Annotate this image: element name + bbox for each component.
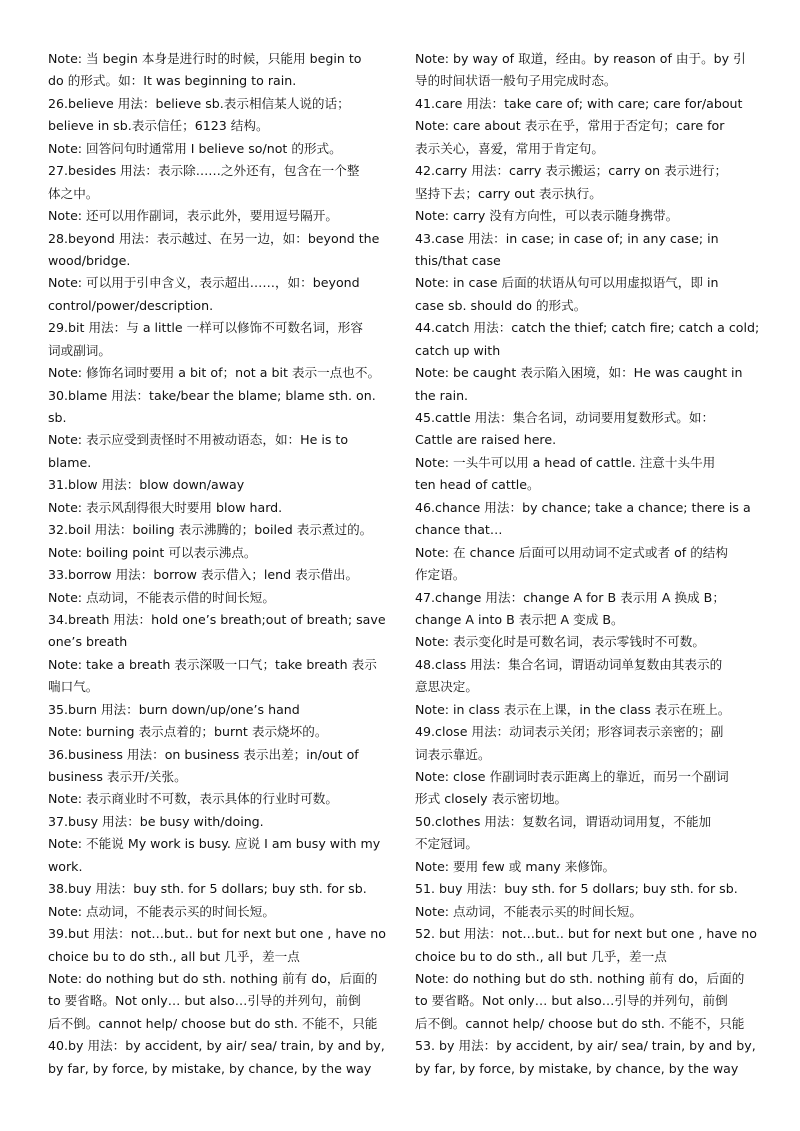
text-line: Note: care about 表示在乎，常用于否定句；care for — [415, 118, 725, 134]
text-line: Note: burning 表示点着的；burnt 表示烧坏的。 — [48, 724, 328, 740]
text-line: to 要省略。Not only… but also…引导的并列句，前倒 — [415, 993, 728, 1009]
text-line: to 要省略。Not only… but also…引导的并列句，前倒 — [48, 993, 361, 1009]
text-line: do 的形式。如：It was beginning to rain. — [48, 73, 297, 89]
text-line: 46.chance 用法：by chance; take a chance; there is a — [415, 499, 751, 515]
text-line: 29.bit 用法：与 a little 一样可以修饰不可数名词，形容 — [48, 320, 363, 336]
text-line: control/power/description. — [48, 297, 214, 313]
text-line: Note: close 作副词时表示距离上的靠近，而另一个副词 — [415, 769, 729, 784]
text-line: 26.believe 用法：believe sb.表示相信某人说的话； — [48, 95, 350, 111]
text-line: by far, by force, by mistake, by chance, by the way — [48, 1060, 372, 1076]
text-line: 34.breath 用法：hold one’s breath;out of breath; save — [48, 611, 386, 627]
text-line: Note: in class 表示在上课，in the class 表示在班上。 — [415, 701, 731, 717]
text-line: Cattle are raised here. — [415, 432, 557, 448]
text-line: 43.case 用法：in case; in case of; in any case; in — [415, 230, 719, 246]
text-line: 30.blame 用法：take/bear the blame; blame sth. on. — [48, 387, 376, 403]
text-line: 45.cattle 用法：集合名词，动词要用复数形式。如： — [415, 410, 715, 425]
text-line: case sb. should do 的形式。 — [415, 297, 587, 313]
text-line: Note: 表示变化时是可数名词，表示零钱时不可数。 — [415, 634, 705, 650]
text-line: Note: 在 chance 后面可以用动词不定式或者 of 的结构 — [415, 544, 728, 560]
text-line: 35.burn 用法：burn down/up/one’s hand — [48, 701, 300, 717]
text-line: 后不倒。cannot help/ choose but do sth. 不能不，只能 — [48, 1015, 378, 1031]
text-line: Note: carry 没有方向性，可以表示随身携带。 — [415, 208, 679, 224]
text-line: chance that… — [415, 522, 503, 538]
text-line: catch up with — [415, 342, 501, 358]
left-column — [48, 48, 394, 1080]
text-line: 32.boil 用法：boiling 表示沸腾的；boiled 表示煮过的。 — [48, 522, 373, 538]
text-line: Note: in case 后面的状语从句可以用虚拟语气，即 in — [415, 275, 719, 291]
text-line: believe in sb.表示信任；6123 结构。 — [48, 118, 269, 134]
text-line: 词或副词。 — [48, 342, 111, 358]
text-line: business 表示开/关张。 — [48, 769, 187, 784]
text-line: 44.catch 用法：catch the thief; catch fire; catch a cold; — [415, 320, 760, 336]
text-line: 不定冠词。 — [415, 836, 478, 852]
text-line: 36.business 用法：on business 表示出差；in/out of — [48, 746, 359, 762]
text-line: Note: do nothing but do sth. nothing 前有 do，后面的 — [415, 970, 745, 986]
text-line: this/that case — [415, 252, 501, 268]
text-line: 体之中。 — [48, 185, 99, 201]
text-line: Note: 还可以用作副词，表示此外，要用逗号隔开。 — [48, 208, 338, 224]
text-line: 50.clothes 用法：复数名词，谓语动词用复，不能加 — [415, 813, 712, 829]
text-line: 41.care 用法：take care of; with care; care for/about — [415, 95, 743, 111]
text-line: Note: 表示应受到责怪时不用被动语态，如：He is to — [48, 432, 349, 448]
text-line: 51. buy 用法：buy sth. for 5 dollars; buy sth. for sb. — [415, 881, 738, 897]
text-line: work. — [48, 858, 83, 874]
text-line: Note: 点动词，不能表示借的时间长短。 — [48, 589, 275, 605]
text-line: wood/bridge. — [48, 252, 131, 268]
text-line: 49.close 用法：动词表示关闭；形容词表示亲密的；副 — [415, 724, 724, 740]
text-line: Note: do nothing but do sth. nothing 前有 do，后面的 — [48, 970, 378, 986]
text-line: 27.besides 用法：表示除……之外还有，包含在一个整 — [48, 163, 360, 179]
text-line: blame. — [48, 454, 92, 470]
text-line: 31.blow 用法：blow down/away — [48, 477, 245, 493]
text-line: 喘口气。 — [48, 679, 99, 695]
text-line: 42.carry 用法：carry 表示搬运；carry on 表示进行； — [415, 163, 728, 179]
text-line: 53. by 用法：by accident, by air/ sea/ train, by and by, — [415, 1038, 756, 1054]
text-line: by far, by force, by mistake, by chance, by the way — [415, 1060, 739, 1076]
text-line: the rain. — [415, 387, 469, 403]
text-line: 33.borrow 用法：borrow 表示借入；lend 表示借出。 — [48, 567, 359, 583]
text-line: 52. but 用法：not…but.. but for next but one , have no — [415, 926, 757, 942]
text-line: 28.beyond 用法：表示越过、在另一边，如：beyond the — [48, 230, 380, 246]
text-line: 表示关心，喜爱，常用于肯定句。 — [415, 140, 604, 156]
text-line: Note: 一头牛可以用 a head of cattle. 注意十头牛用 — [415, 454, 716, 470]
text-line: choice bu to do sth., all but 几乎，差一点 — [48, 948, 300, 964]
text-line: Note: 表示商业时不可数，表示具体的行业时可数。 — [48, 791, 338, 807]
text-line: 38.buy 用法：buy sth. for 5 dollars; buy sth. for sb. — [48, 881, 367, 897]
text-line: Note: 点动词，不能表示买的时间长短。 — [415, 903, 642, 919]
text-line: Note: 表示风刮得很大时要用 blow hard. — [48, 499, 283, 515]
text-line: Note: 要用 few 或 many 来修饰。 — [415, 858, 616, 874]
text-line: 意思决定。 — [415, 679, 478, 695]
right-column — [415, 48, 761, 1080]
text-line: 形式 closely 表示密切地。 — [415, 791, 568, 807]
text-line: choice bu to do sth., all but 几乎，差一点 — [415, 948, 667, 964]
text-line: 37.busy 用法：be busy with/doing. — [48, 813, 264, 829]
text-line: Note: 修饰名词时要用 a bit of；not a bit 表示一点也不。 — [48, 365, 381, 381]
text-line: Note: 点动词，不能表示买的时间长短。 — [48, 903, 275, 919]
text-line: change A into B 表示把 A 变成 B。 — [415, 611, 624, 627]
text-line: 48.class 用法：集合名词，谓语动词单复数由其表示的 — [415, 656, 723, 672]
text-line: 导的时间状语一般句子用完成时态。 — [415, 73, 617, 89]
text-line: 47.change 用法：change A for B 表示用 A 换成 B； — [415, 589, 725, 605]
text-line: Note: by way of 取道，经由。by reason of 由于。by 引 — [415, 51, 746, 66]
text-line: 后不倒。cannot help/ choose but do sth. 不能不，只能 — [415, 1015, 745, 1031]
text-line: 坚持下去；carry out 表示执行。 — [415, 185, 602, 201]
text-line: Note: 不能说 My work is busy. 应说 I am busy with my — [48, 836, 381, 852]
text-line: Note: be caught 表示陷入困境，如：He was caught in — [415, 365, 743, 381]
text-line: one’s breath — [48, 634, 128, 650]
text-line: sb. — [48, 410, 67, 425]
text-line: Note: take a breath 表示深吸一口气；take breath 表示 — [48, 656, 377, 672]
text-line: 作定语。 — [415, 567, 466, 583]
text-line: ten head of cattle。 — [415, 477, 540, 493]
text-line: Note: 回答问句时通常用 I believe so/not 的形式。 — [48, 140, 342, 156]
text-line: 40.by 用法：by accident, by air/ sea/ train, by and by, — [48, 1038, 385, 1054]
text-line: Note: 可以用于引申含义，表示超出……，如：beyond — [48, 275, 360, 291]
text-line: 39.but 用法：not…but.. but for next but one , have no — [48, 926, 386, 942]
text-line: Note: 当 begin 本身是进行时的时候，只能用 begin to — [48, 51, 362, 66]
text-line: Note: boiling point 可以表示沸点。 — [48, 544, 257, 560]
text-line: 词表示靠近。 — [415, 746, 491, 762]
